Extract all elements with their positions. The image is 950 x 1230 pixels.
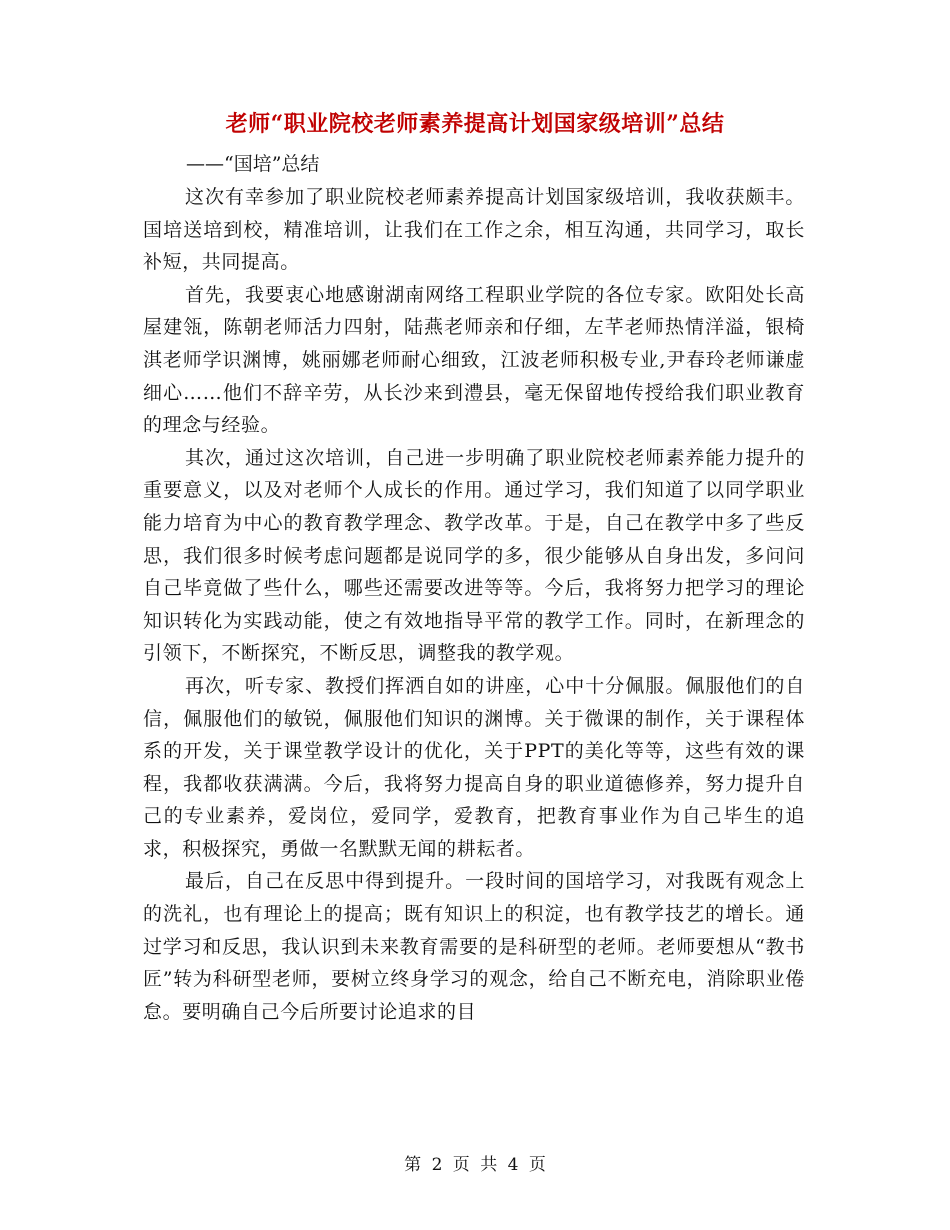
paragraph-last: 最后，自己在反思中得到提升。一段时间的国培学习，对我既有观念上的洗礼，也有理论上的提高；既有知识上的积淀，也有教学技艺的增长。通过学习和反思，我认识到未来教育需要的是科研型的老师。老师要想从“教书匠”转为科研型老师，要树立终身学习的观念，给自己不断充电，消除职业倦怠。要明确自己今后所要讨论追求的目 xyxy=(143,870,805,1023)
page-number-footer: 第 2 页 共 4 页 xyxy=(404,1155,546,1175)
paragraph-first: 首先，我要衷心地感谢湖南网络工程职业学院的各位专家。欧阳处长高屋建瓴，陈朝老师活力四射，陆燕老师亲和仔细，左芊老师热情洋溢，银椅淇老师学识渊博，姚丽娜老师耐心细致，江波老师积极专业,尹春玲老师谦虚细心……他们不辞辛劳，从长沙来到澧县，毫无保留地传授给我们职业教育的理念与经验。 xyxy=(143,283,805,437)
paragraph-third: 再次，听专家、教授们挥洒自如的讲座，心中十分佩服。佩服他们的自信，佩服他们的敏锐，佩服他们知识的渊博。关于微课的制作，关于课程体系的开发，关于课堂教学设计的优化，关于PPT的美化等等，这些有效的课程，我都收获满满。今后，我将努力提高自身的职业道德修养，努力提升自己的专业素养，爱岗位，爱同学，爱教育，把教育事业作为自己毕生的追求，积极探究，勇做一名默默无闻的耕耘者。 xyxy=(143,674,805,860)
paragraph-intro: 这次有幸参加了职业院校老师素养提高计划国家级培训，我收获颇丰。国培送培到校，精准培训，让我们在工作之余，相互沟通，共同学习，取长补短，共同提高。 xyxy=(143,186,805,274)
paragraph-second: 其次，通过这次培训，自己进一步明确了职业院校老师素养能力提升的重要意义，以及对老师个人成长的作用。通过学习，我们知道了以同学职业能力培育为中心的教育教学理念、教学改革。于是，自己在教学中多了些反思，我们很多时候考虑问题都是说同学的多，很少能够从自身出发，多问问自己毕竟做了些什么，哪些还需要改进等等。今后，我将努力把学习的理论知识转化为实践动能，使之有效地指导平常的教学工作。同时，在新理念的引领下，不断探究，不断反思，调整我的教学观。 xyxy=(143,446,805,665)
document-subtitle: ——“国培”总结 xyxy=(186,153,320,175)
document-title: 老师“职业院校老师素养提高计划国家级培训”总结 xyxy=(225,111,725,137)
document-body xyxy=(143,181,805,1028)
